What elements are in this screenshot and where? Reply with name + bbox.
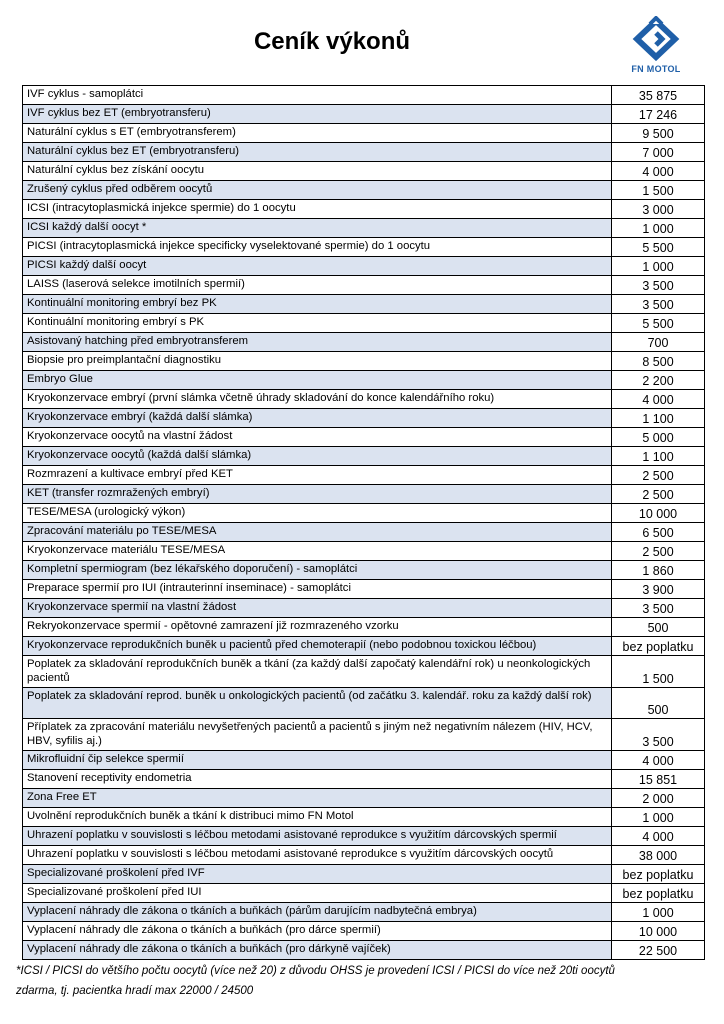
service-price: 3 500 <box>612 295 705 314</box>
service-name: Uhrazení poplatku v souvislosti s léčbou metodami asistované reprodukce s využitím dárcovských spermií <box>23 827 612 846</box>
service-name: Vyplacení náhrady dle zákona o tkáních a buňkách (párům darujícím nadbytečná embrya) <box>23 903 612 922</box>
service-name: IVF cyklus bez ET (embryotransferu) <box>23 105 612 124</box>
table-row <box>23 719 705 751</box>
service-price: 15 851 <box>612 770 705 789</box>
table-row <box>23 865 705 884</box>
service-name: Preparace spermií pro IUI (intrauterinní inseminace) - samoplátci <box>23 580 612 599</box>
service-name: ICSI každý další oocyt * <box>23 219 612 238</box>
service-price: 22 500 <box>612 941 705 960</box>
service-name: Kryokonzervace reprodukčních buněk u pacientů před chemoterapií (nebo podobnou toxickou léčbou) <box>23 637 612 656</box>
service-name: Zrušený cyklus před odběrem oocytů <box>23 181 612 200</box>
service-price: 3 500 <box>612 599 705 618</box>
table-row <box>23 428 705 447</box>
service-name: Embryo Glue <box>23 371 612 390</box>
service-price: 1 860 <box>612 561 705 580</box>
service-price: 4 000 <box>612 751 705 770</box>
table-row <box>23 181 705 200</box>
table-row <box>23 688 705 719</box>
service-price: 2 500 <box>612 542 705 561</box>
service-name: LAISS (laserová selekce imotilních spermií) <box>23 276 612 295</box>
table-row <box>23 124 705 143</box>
table-row <box>23 105 705 124</box>
service-name: Kryokonzervace embryí (každá další slámka) <box>23 409 612 428</box>
table-row <box>23 409 705 428</box>
table-row <box>23 846 705 865</box>
service-price: 700 <box>612 333 705 352</box>
service-name: Stanovení receptivity endometria <box>23 770 612 789</box>
table-row <box>23 238 705 257</box>
table-row <box>23 580 705 599</box>
service-name: TESE/MESA (urologický výkon) <box>23 504 612 523</box>
service-name: Kryokonzervace spermií na vlastní žádost <box>23 599 612 618</box>
footnote-line-2: zdarma, tj. pacientka hradí max 22000 / 24500 <box>16 985 254 997</box>
service-name: Kryokonzervace materiálu TESE/MESA <box>23 542 612 561</box>
table-row <box>23 485 705 504</box>
service-name: Naturální cyklus bez získání oocytu <box>23 162 612 181</box>
service-price: 38 000 <box>612 846 705 865</box>
table-row <box>23 789 705 808</box>
service-name: Zpracování materiálu po TESE/MESA <box>23 523 612 542</box>
service-name: Specializované proškolení před IUI <box>23 884 612 903</box>
table-row <box>23 466 705 485</box>
table-row <box>23 86 705 105</box>
service-price: 1 000 <box>612 808 705 827</box>
service-name: Biopsie pro preimplantační diagnostiku <box>23 352 612 371</box>
service-name: Kontinuální monitoring embryí bez PK <box>23 295 612 314</box>
service-name: PICSI (intracytoplasmická injekce specificky vyselektované spermie) do 1 oocytu <box>23 238 612 257</box>
service-price: 500 <box>612 688 705 719</box>
table-row <box>23 200 705 219</box>
service-price: 9 500 <box>612 124 705 143</box>
service-price: 3 000 <box>612 200 705 219</box>
service-name: Kompletní spermiogram (bez lékařského doporučení) - samoplátci <box>23 561 612 580</box>
table-row <box>23 371 705 390</box>
service-price: 10 000 <box>612 922 705 941</box>
service-price: 1 000 <box>612 903 705 922</box>
service-name: PICSI každý další oocyt <box>23 257 612 276</box>
service-price: bez poplatku <box>612 884 705 903</box>
service-price: 2 500 <box>612 485 705 504</box>
service-name: Specializované proškolení před IVF <box>23 865 612 884</box>
table-row <box>23 941 705 960</box>
table-row <box>23 561 705 580</box>
service-name: ICSI (intracytoplasmická injekce spermie) do 1 oocytu <box>23 200 612 219</box>
table-row <box>23 618 705 637</box>
table-row <box>23 808 705 827</box>
table-row <box>23 523 705 542</box>
service-name: Poplatek za skladování reprod. buněk u onkologických pacientů (od začátku 3. kalendář. roku za každý další rok) <box>23 688 612 719</box>
table-row <box>23 922 705 941</box>
table-row <box>23 770 705 789</box>
table-row <box>23 276 705 295</box>
table-row <box>23 219 705 238</box>
footnote <box>16 961 716 1001</box>
table-row <box>23 884 705 903</box>
service-price: 10 000 <box>612 504 705 523</box>
service-name: Příplatek za zpracování materiálu nevyšetřených pacientů a pacientů s jiným než negativním nálezem (HIV, HCV, HBV, syfilis aj.) <box>23 719 612 751</box>
table-row <box>23 143 705 162</box>
table-row <box>23 447 705 466</box>
table-row <box>23 314 705 333</box>
service-price: bez poplatku <box>612 637 705 656</box>
service-name: Kryokonzervace oocytů na vlastní žádost <box>23 428 612 447</box>
service-price: 4 000 <box>612 390 705 409</box>
table-row <box>23 827 705 846</box>
service-name: Vyplacení náhrady dle zákona o tkáních a buňkách (pro dárce spermií) <box>23 922 612 941</box>
logo-text: FN MOTOL <box>631 64 681 74</box>
table-row <box>23 352 705 371</box>
service-price: 2 000 <box>612 789 705 808</box>
table-row <box>23 637 705 656</box>
fn-motol-logo <box>626 16 686 78</box>
service-price: 5 500 <box>612 238 705 257</box>
service-name: Poplatek za skladování reprodukčních buněk a tkání (za každý další započatý kalendářní rok) u neonkologických pacientů <box>23 656 612 688</box>
table-row <box>23 751 705 770</box>
service-price: 6 500 <box>612 523 705 542</box>
service-name: Kryokonzervace embryí (první slámka včetně úhrady skladování do konce kalendářního roku) <box>23 390 612 409</box>
table-row <box>23 656 705 688</box>
table-row <box>23 257 705 276</box>
service-price: 4 000 <box>612 162 705 181</box>
service-price: 5 500 <box>612 314 705 333</box>
table-row <box>23 295 705 314</box>
service-price: 1 000 <box>612 219 705 238</box>
service-name: Rozmrazení a kultivace embryí před KET <box>23 466 612 485</box>
price-table <box>22 85 705 960</box>
service-price: 1 500 <box>612 656 705 688</box>
table-row <box>23 504 705 523</box>
table-row <box>23 333 705 352</box>
fn-motol-logo-icon <box>631 16 681 62</box>
table-row <box>23 162 705 181</box>
service-price: 7 000 <box>612 143 705 162</box>
service-price: 500 <box>612 618 705 637</box>
service-name: Rekryokonzervace spermií - opětovné zamrazení již rozmrazeného vzorku <box>23 618 612 637</box>
service-name: Naturální cyklus bez ET (embryotransferu) <box>23 143 612 162</box>
service-price: 1 100 <box>612 447 705 466</box>
service-price: 17 246 <box>612 105 705 124</box>
service-price: 5 000 <box>612 428 705 447</box>
service-name: Mikrofluidní čip selekce spermií <box>23 751 612 770</box>
service-price: 4 000 <box>612 827 705 846</box>
service-name: KET (transfer rozmražených embryí) <box>23 485 612 504</box>
service-price: 35 875 <box>612 86 705 105</box>
service-name: Uvolnění reprodukčních buněk a tkání k distribuci mimo FN Motol <box>23 808 612 827</box>
footnote-line-1: *ICSI / PICSI do většího počtu oocytů (více než 20) z důvodu OHSS je provedení ICSI / PICSI do více než 20ti oocytů <box>16 965 615 977</box>
service-name: Vyplacení náhrady dle zákona o tkáních a buňkách (pro dárkyně vajíček) <box>23 941 612 960</box>
service-name: Uhrazení poplatku v souvislosti s léčbou metodami asistované reprodukce s využitím dárcovských oocytů <box>23 846 612 865</box>
service-price: 2 200 <box>612 371 705 390</box>
service-price: 1 100 <box>612 409 705 428</box>
service-price: 1 500 <box>612 181 705 200</box>
service-price: 3 900 <box>612 580 705 599</box>
table-row <box>23 903 705 922</box>
service-price: 1 000 <box>612 257 705 276</box>
service-price: 3 500 <box>612 276 705 295</box>
service-name: IVF cyklus - samoplátci <box>23 86 612 105</box>
service-name: Zona Free ET <box>23 789 612 808</box>
service-price: 3 500 <box>612 719 705 751</box>
service-price: 8 500 <box>612 352 705 371</box>
table-row <box>23 542 705 561</box>
service-name: Naturální cyklus s ET (embryotransferem) <box>23 124 612 143</box>
service-name: Asistovaný hatching před embryotransferem <box>23 333 612 352</box>
page-title: Ceník výkonů <box>253 28 411 55</box>
service-price: bez poplatku <box>612 865 705 884</box>
service-price: 2 500 <box>612 466 705 485</box>
service-name: Kontinuální monitoring embryí s PK <box>23 314 612 333</box>
table-row <box>23 390 705 409</box>
table-row <box>23 599 705 618</box>
service-name: Kryokonzervace oocytů (každá další slámka) <box>23 447 612 466</box>
